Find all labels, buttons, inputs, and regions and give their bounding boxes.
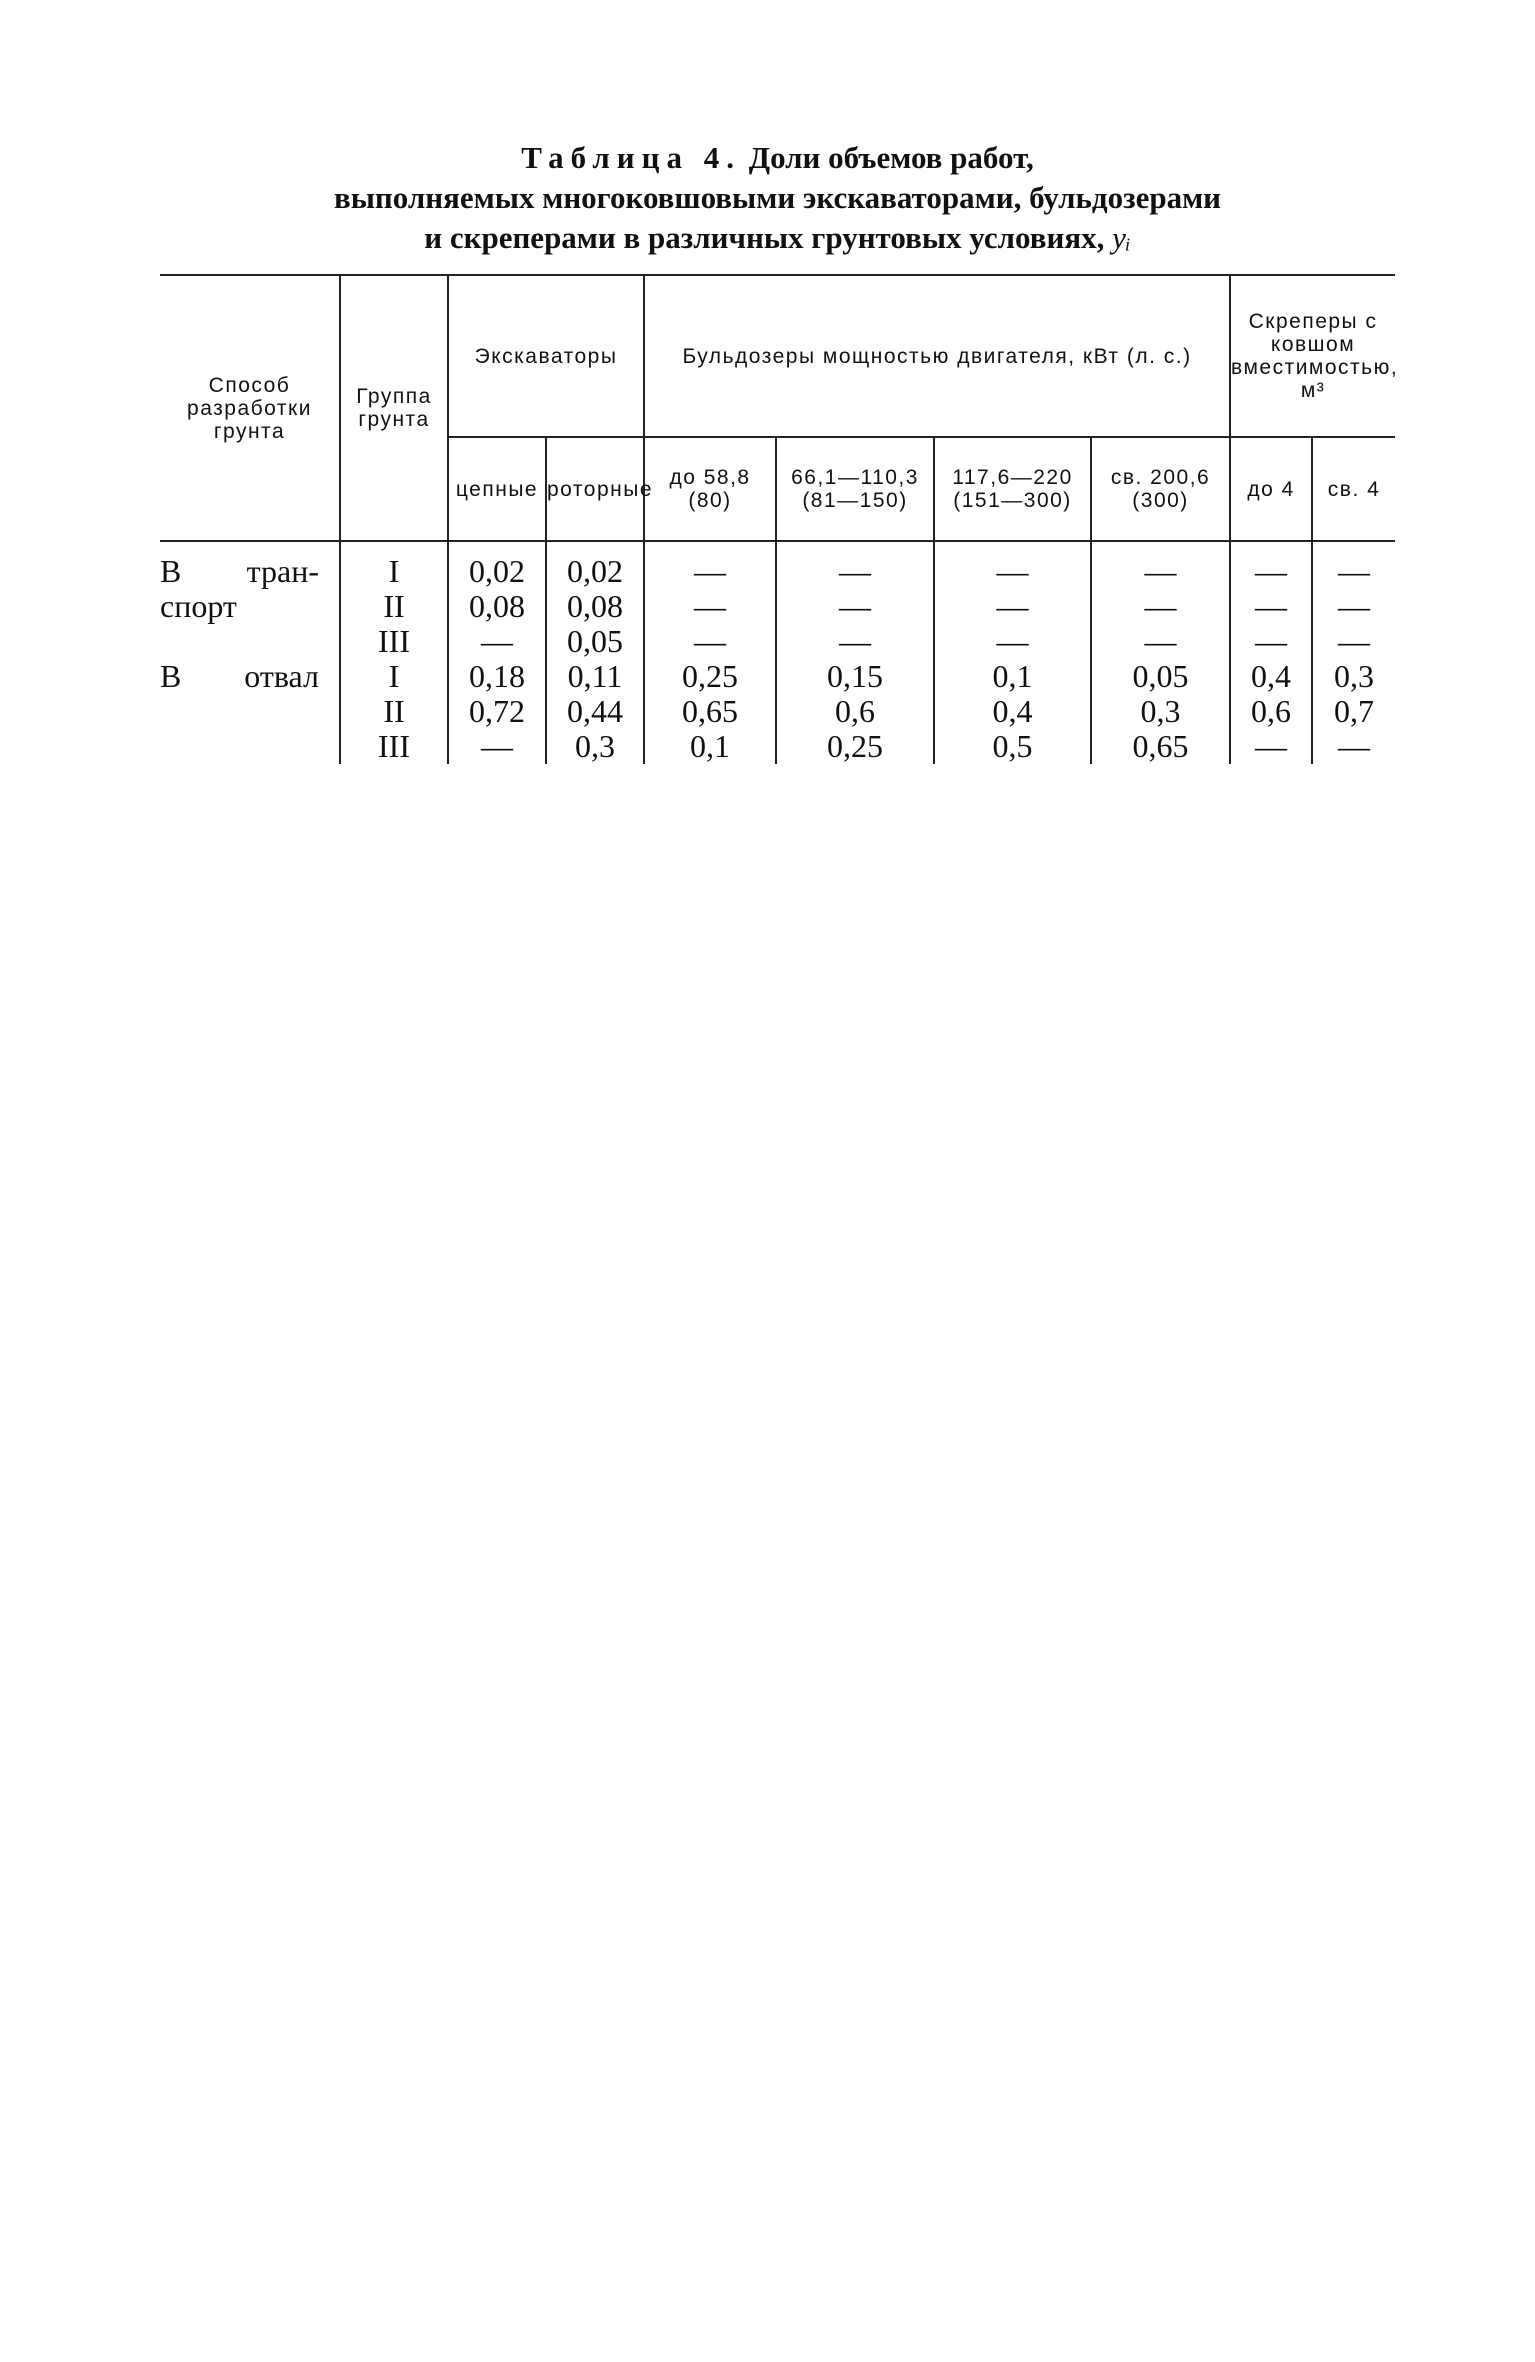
cell: — [934,589,1091,624]
cell: 0,65 [1091,729,1230,764]
cell: — [1230,624,1312,659]
cell: — [776,624,934,659]
cell: — [776,589,934,624]
cell: 0,4 [1230,659,1312,694]
cell: — [1230,554,1312,589]
header-group: Группа грунта [340,275,448,541]
row-method: спорт [160,588,237,624]
header-sub-scraper-2: св. 4 [1312,437,1395,541]
cell: 0,3 [1312,659,1395,694]
cell: 0,02 [448,554,546,589]
cell: 0,18 [448,659,546,694]
cell: 0,44 [546,694,644,729]
cell: 0,08 [546,589,644,624]
cell: — [1312,729,1395,764]
row-method: В отвал [160,658,319,694]
table-row [160,729,1395,764]
cell: 0,72 [448,694,546,729]
cell: 0,1 [644,729,776,764]
table-caption [160,138,1395,258]
cell: — [1091,554,1230,589]
cell: — [1230,729,1312,764]
caption-line-2: выполняемых многоковшовыми экскаваторами, бульдозерами [333,180,1222,215]
cell: 0,4 [934,694,1091,729]
cell: 0,6 [776,694,934,729]
cell: 0,11 [546,659,644,694]
cell: — [1230,589,1312,624]
cell: — [448,624,546,659]
cell: 0,02 [546,554,644,589]
cell: 0,08 [448,589,546,624]
caption-text-3: и скреперами в различных грунтовых условиях, [424,220,1105,255]
table-number: Таблица 4. [521,140,741,175]
header-excavators: Экскаваторы [448,275,644,437]
header-sub-bulldozer-3: 117,6—220 (151—300) [934,437,1091,541]
header-sub-bulldozer-4: св. 200,6 (300) [1091,437,1230,541]
header-sub-rotor: роторные [546,437,644,541]
row-group: II [340,589,448,624]
caption-line-1 [160,138,1395,178]
cell: — [1091,589,1230,624]
header-sub-chain: цепные [448,437,546,541]
data-table [160,274,1399,764]
cell: 0,05 [546,624,644,659]
cell: — [448,729,546,764]
table-row [160,589,1395,624]
header-method: Способ разработки грунта [160,275,340,541]
cell: — [934,554,1091,589]
cell: 0,3 [546,729,644,764]
cell: 0,1 [934,659,1091,694]
caption-text-1: Доли объемов работ, [748,140,1034,175]
table-row [160,554,1395,589]
table-row [160,694,1395,729]
cell: — [776,554,934,589]
header-sub-bulldozer-2: 66,1—110,3 (81—150) [776,437,934,541]
row-method: В тран- [160,553,319,589]
cell: — [1312,554,1395,589]
cell: — [644,554,776,589]
row-group: II [340,694,448,729]
cell: 0,25 [776,729,934,764]
cell: — [1312,589,1395,624]
cell: — [644,589,776,624]
cell: 0,6 [1230,694,1312,729]
row-group: III [340,624,448,659]
table-row [160,659,1395,694]
header-bulldozers: Бульдозеры мощностью двигателя, кВт (л. с.) [644,275,1230,437]
row-group: III [340,729,448,764]
cell: 0,65 [644,694,776,729]
row-group: I [340,554,448,589]
cell: 0,15 [776,659,934,694]
cell: 0,7 [1312,694,1395,729]
cell: 0,5 [934,729,1091,764]
table-row [160,624,1395,659]
header-sub-bulldozer-1: до 58,8 (80) [644,437,776,541]
caption-line-3 [160,218,1395,258]
cell: 0,25 [644,659,776,694]
header-scrapers: Скреперы с ковшом вместимостью, м³ [1230,275,1395,437]
row-group: I [340,659,448,694]
cell: — [1312,624,1395,659]
cell: 0,05 [1091,659,1230,694]
header-sub-scraper-1: до 4 [1230,437,1312,541]
cell: 0,3 [1091,694,1230,729]
cell: — [934,624,1091,659]
cell: — [644,624,776,659]
cell: — [1091,624,1230,659]
caption-symbol: yᵢ [1112,220,1131,255]
